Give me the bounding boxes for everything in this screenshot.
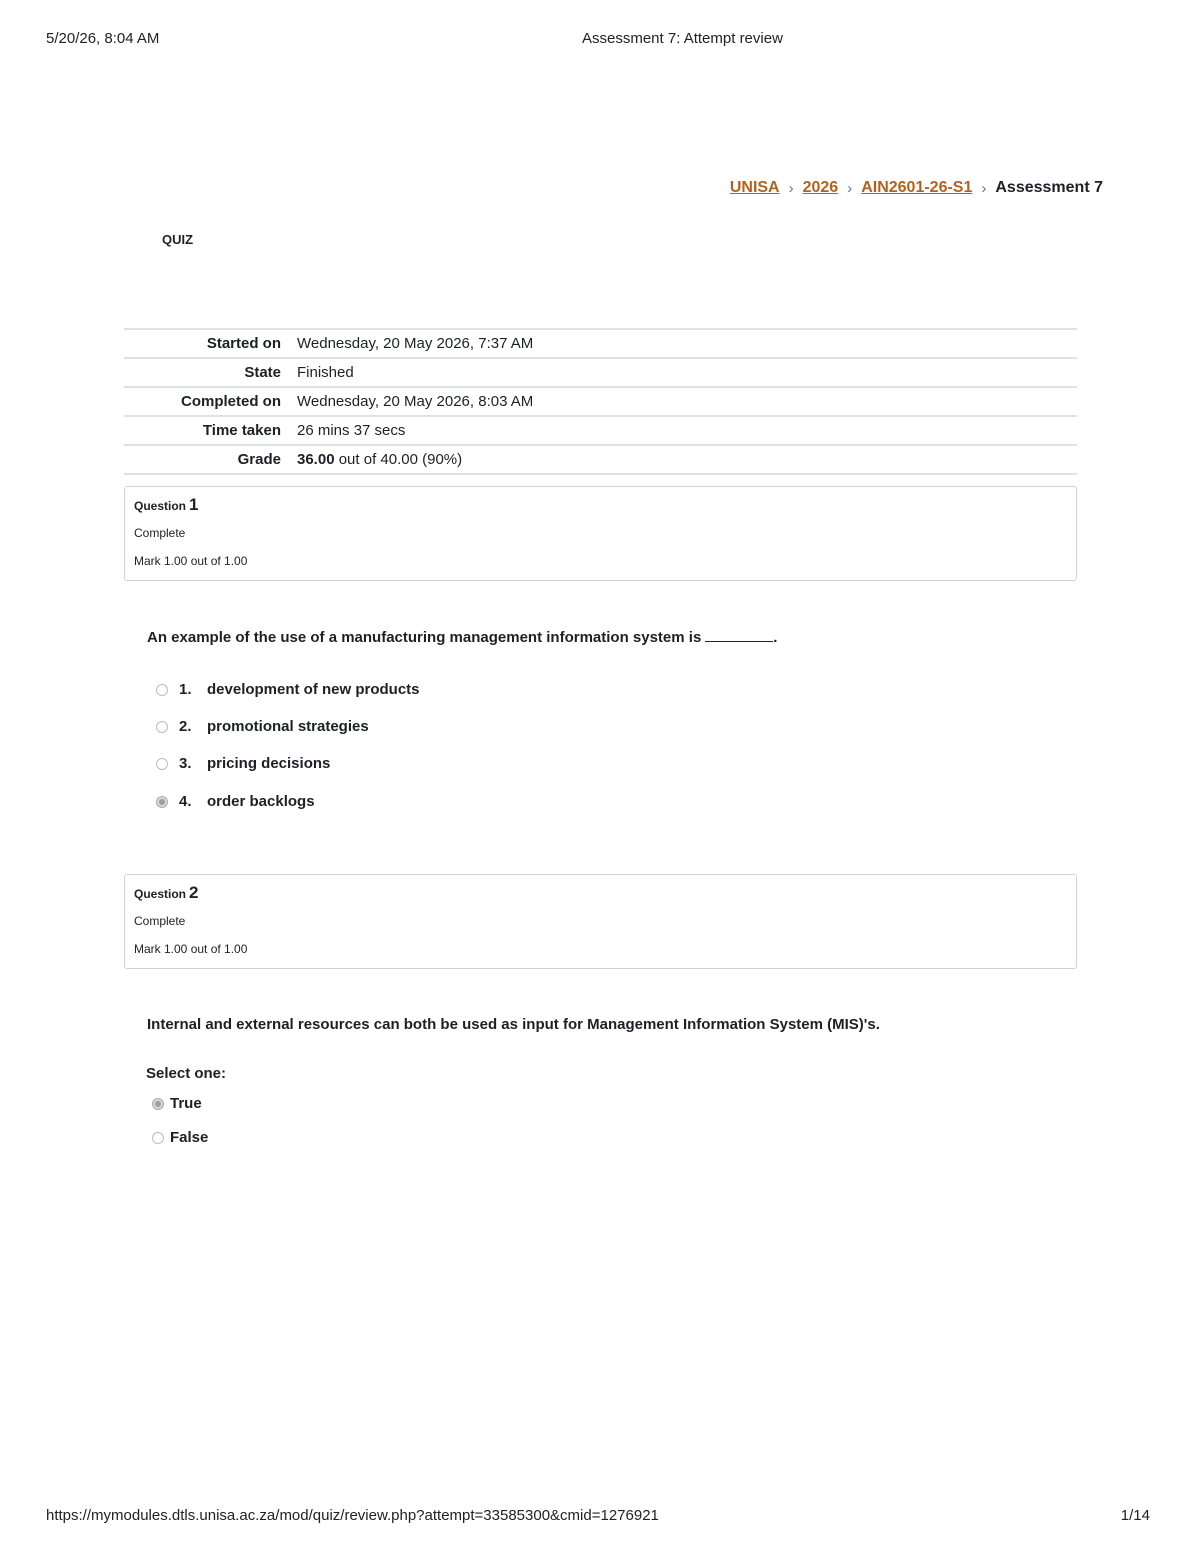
radio-button[interactable] — [156, 684, 168, 696]
breadcrumb-link-year[interactable]: 2026 — [802, 179, 839, 196]
summary-row — [124, 416, 1077, 445]
option-text: promotional strategies — [207, 718, 369, 735]
question-info-2 — [124, 874, 1077, 969]
option-text: development of new products — [207, 681, 420, 698]
summary-value: Wednesday, 20 May 2026, 7:37 AM — [297, 335, 534, 352]
question-state: Complete — [134, 914, 186, 928]
question-mark: Mark 1.00 out of 1.00 — [134, 942, 248, 956]
answer-blank — [705, 627, 773, 642]
summary-value: Wednesday, 20 May 2026, 8:03 AM — [297, 393, 534, 410]
question-text-2: Internal and external resources can both be used as input for Management Information System (MIS)'s. — [147, 1016, 880, 1033]
option-number: 4. — [179, 793, 192, 810]
summary-label: Grade — [237, 451, 281, 468]
summary-label: Started on — [206, 335, 281, 352]
breadcrumb-link-unisa[interactable]: UNISA — [729, 179, 780, 196]
question-text: An example of the use of a manufacturing management information system is — [147, 629, 702, 646]
question-text-1 — [147, 627, 777, 646]
question-label: Question — [134, 887, 187, 901]
option-text: order backlogs — [207, 793, 315, 810]
print-footer — [46, 1507, 1150, 1527]
chevron-right-icon: › — [847, 179, 853, 197]
print-header — [46, 30, 1150, 50]
print-url: https://mymodules.dtls.unisa.ac.za/mod/quiz/review.php?attempt=33585300&cmid=1276921 — [46, 1507, 659, 1524]
summary-label: Time taken — [202, 422, 281, 439]
summary-value: 26 mins 37 secs — [297, 422, 406, 439]
breadcrumb — [730, 179, 1103, 197]
option-number: 1. — [179, 681, 192, 698]
radio-button[interactable] — [152, 1132, 164, 1144]
option-text: True — [170, 1095, 202, 1112]
answer-option[interactable] — [156, 681, 420, 698]
summary-row-grade — [124, 445, 1077, 474]
answer-option[interactable] — [156, 755, 330, 772]
print-doc-title: Assessment 7: Attempt review — [582, 30, 783, 47]
option-text: pricing decisions — [207, 755, 331, 772]
summary-label: Completed on — [181, 393, 281, 410]
option-text: False — [170, 1129, 209, 1146]
question-number-value: 2 — [189, 883, 199, 902]
activity-type-label: QUIZ — [162, 232, 194, 247]
question-info-1 — [124, 486, 1077, 581]
summary-row — [124, 387, 1077, 416]
summary-row — [124, 358, 1077, 387]
radio-button[interactable] — [156, 721, 168, 733]
radio-button[interactable] — [156, 758, 168, 770]
question-label: Question — [134, 499, 187, 513]
radio-button-checked[interactable] — [152, 1098, 164, 1110]
grade-value — [297, 445, 1077, 474]
answer-option-false[interactable] — [152, 1129, 208, 1146]
print-datetime: 5/20/26, 8:04 AM — [46, 30, 160, 47]
option-number: 2. — [179, 718, 192, 735]
grade-score: 36.00 — [297, 451, 335, 468]
question-mark: Mark 1.00 out of 1.00 — [134, 554, 248, 568]
grade-rest: out of 40.00 (90%) — [338, 451, 463, 468]
breadcrumb-current: Assessment 7 — [995, 179, 1103, 196]
question-text-end: . — [773, 629, 778, 646]
question-number-value: 1 — [189, 495, 199, 514]
answer-option[interactable] — [156, 718, 369, 735]
summary-row — [124, 329, 1077, 358]
attempt-summary-table — [124, 328, 1077, 475]
chevron-right-icon: › — [981, 179, 987, 197]
answer-option-selected[interactable] — [156, 793, 315, 810]
answer-option-true[interactable] — [152, 1095, 202, 1112]
select-one-prompt: Select one: — [146, 1065, 227, 1082]
summary-label: State — [244, 364, 281, 381]
radio-button-checked[interactable] — [156, 796, 168, 808]
question-number — [134, 883, 198, 903]
summary-value: Finished — [297, 364, 354, 381]
option-number: 3. — [179, 755, 192, 772]
print-page-number: 1/14 — [1120, 1507, 1150, 1524]
breadcrumb-link-course[interactable]: AIN2601-26-S1 — [861, 179, 973, 196]
question-number — [134, 495, 198, 515]
question-state: Complete — [134, 526, 186, 540]
chevron-right-icon: › — [788, 179, 794, 197]
